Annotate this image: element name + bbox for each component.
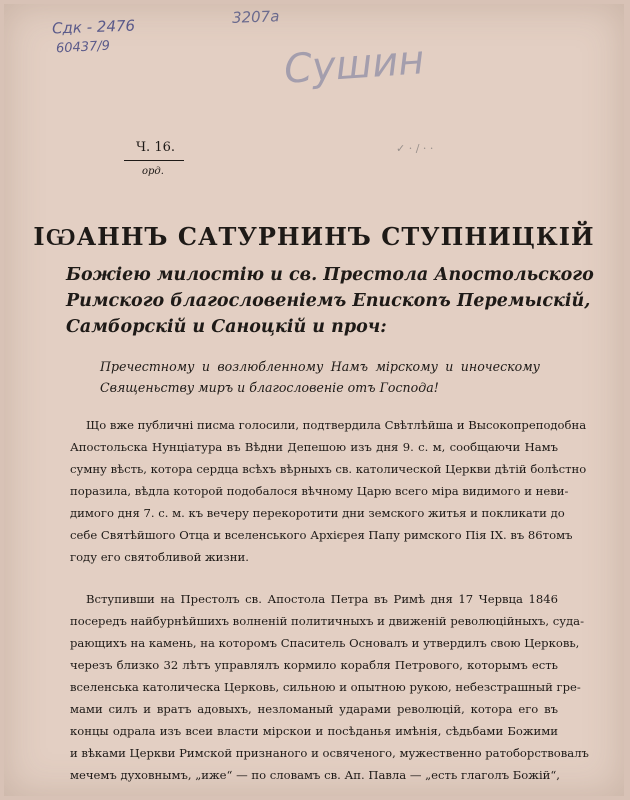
number-underline (124, 160, 184, 161)
paragraph1-line: сумну вѣсть, котора сердца всѣхъ вѣрныхъ св. католической Церкви дѣтій болѣстно (70, 462, 587, 476)
paragraph1-line: Апостольска Нунціатура въ Вѣдни Депешою изъ дня 9. с. м, сообщаючи Намъ (70, 440, 558, 454)
subtitle-line-3: Самборскій и Саноцкій и проч: (66, 317, 387, 337)
paragraph2-line: мами силъ и вратъ адовыхъ, незломаный ударами революцій, котора его въ (70, 702, 558, 716)
paragraph1-line: поразила, вѣдла которой подобалося вѣчному Царю всего міра видимого и неви- (70, 484, 569, 498)
subtitle-line-2: Римского благословеніемъ Епископъ Перемыскій, (66, 291, 591, 311)
paragraph1-line: году его святобливой жизни. (70, 550, 249, 564)
paragraph1-line: Що вже публичні писма голосили, подтвердила Свѣтлѣйша и Высокопреподобна (86, 418, 587, 432)
paragraph1-line: себе Святѣйшого Отца и вселенського Архієрея Папу римского Пія IX. въ 86томъ (70, 528, 573, 542)
document-title: ІѠАННЪ САТУРНИНЪ СТУПНИЦКІЙ (33, 222, 595, 251)
greeting-paragraph: Пречестному и возлюбленному Намъ мірскому и иноческому Священьству миръ и благословеніе отъ Господа! (100, 359, 540, 395)
paragraph2-line: Вступивши на Престолъ св. Апостола Петра въ Римѣ дня 17 Червца 1846 (86, 592, 558, 606)
ord-label: орд. (142, 166, 164, 177)
paragraph2-line: посередъ найбурнѣйшихъ волненій политичныхъ и движеній революційныхъ, суда- (70, 614, 584, 628)
document-page (4, 4, 624, 796)
handwritten-signature: Сушин (282, 37, 426, 93)
paragraph1-line: димого дня 7. с. м. къ вечеру перекоротити дни земского житья и покликати до (70, 506, 565, 520)
document-number: Ч. 16. (136, 140, 175, 155)
archive-subcode: 60437/9 (55, 38, 111, 57)
paragraph2-line: вселенська католическа Церковь, сильною и опытною рукою, небезстрашный гре- (70, 680, 581, 694)
archive-code: Сдк - 2476 (51, 16, 136, 38)
archive-number: 3207а (231, 7, 280, 27)
subtitle-line-1: Божіею милостію и св. Престола Апостольского (66, 265, 594, 285)
paragraph2-line: мечемъ духовнымъ, „иже“ — по словамъ св. Ап. Павла — „есть глаголъ Божій“, (70, 768, 560, 782)
paragraph2-line: черезъ близко 32 лѣтъ управлялъ кормило корабля Петрового, которымъ есть (70, 658, 558, 672)
paragraph2-line: и вѣками Церкви Римской признаного и освяченого, мужественно ратоборствовалъ (70, 746, 589, 760)
paragraph2-line: концы одрала изъ всеи власти мірскои и посѣданья имѣнія, сѣдьбами Божими (70, 724, 558, 738)
pencil-marks: ✓ · ∕ · · (396, 142, 434, 155)
paragraph2-line: рающихъ на камень, на которомъ Спаситель Основалъ и утвердилъ свою Церковь, (70, 636, 580, 650)
